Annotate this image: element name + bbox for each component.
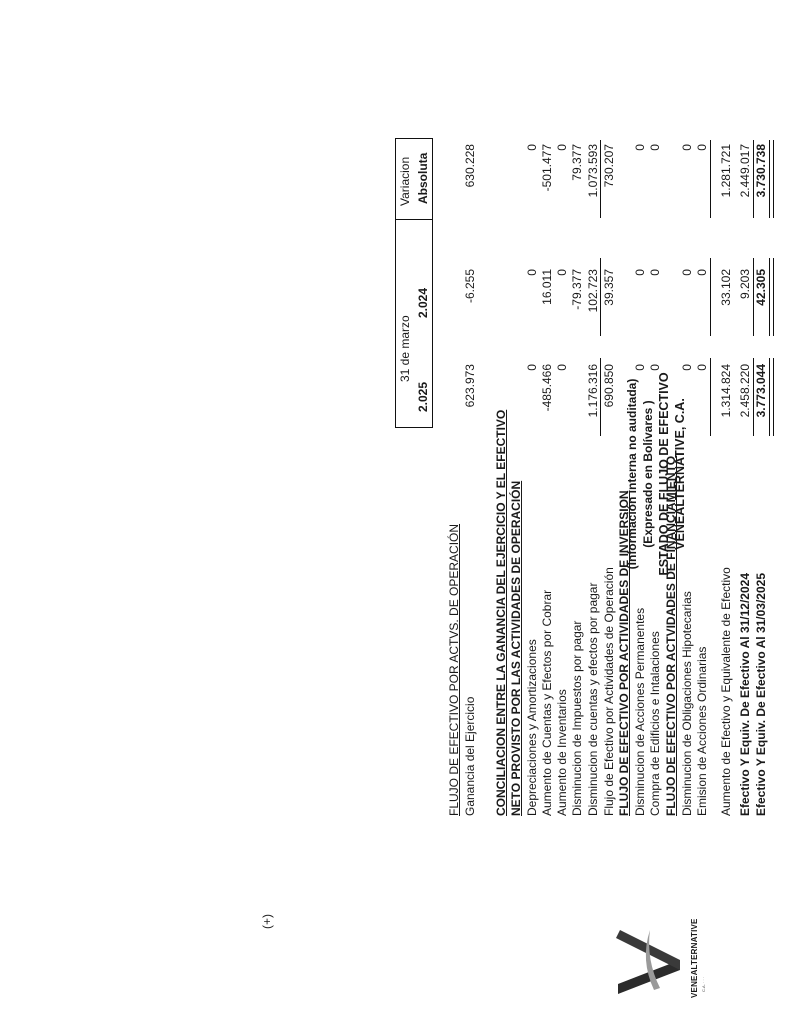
financing-row-2025: 0 bbox=[695, 364, 709, 371]
closing-cash-2024: 42.305 bbox=[754, 269, 768, 306]
period-header: 31 de marzo bbox=[398, 315, 412, 382]
opening-cash-var: 2.449.017 bbox=[738, 144, 752, 198]
financing-row-var: 0 bbox=[680, 144, 694, 151]
financing-title: FLUJO DE EFECTIVO POR ACTVIDADES DE FINANCIAMIENTO bbox=[664, 455, 678, 816]
investing-row-2025: 0 bbox=[633, 364, 647, 371]
opening-cash-label: Efectivo Y Equiv. De Efectivo Al 31/12/2024 bbox=[738, 572, 752, 816]
net-income-2025: 623.973 bbox=[463, 364, 477, 408]
investing-row-label: Disminucion de Acciones Permanentes bbox=[633, 607, 647, 816]
investing-row-label: Compra de Edificios e Intalaciones bbox=[648, 631, 662, 816]
recon-row-2025: 0 bbox=[555, 364, 569, 371]
investing-title: FLUJO DE EFECTIVO POR ACTIVIDADES DE INVERSION bbox=[617, 490, 631, 816]
logo-mark-icon bbox=[610, 926, 690, 1000]
investing-row-2024: 0 bbox=[633, 269, 647, 276]
net-income-2024: -6.255 bbox=[463, 269, 477, 304]
cash-increase-var: 1.281.721 bbox=[719, 144, 733, 198]
recon-subtotal-var: 730.207 bbox=[602, 144, 616, 188]
investing-row-var: 0 bbox=[633, 144, 647, 151]
recon-row-2025: 1.176.316 bbox=[586, 364, 600, 418]
reconciliation-title-2: NETO PROVISTO POR LAS ACTIVIDADES DE OPERACIÓN bbox=[509, 480, 523, 816]
recon-row-var: -501.477 bbox=[540, 144, 554, 192]
recon-subtotal-2025: 690.850 bbox=[602, 364, 616, 408]
logo-wordmark: VENEALTERNATIVE bbox=[690, 918, 699, 998]
company-logo bbox=[610, 918, 730, 1000]
opening-cash-2024: 9.203 bbox=[738, 269, 752, 300]
recon-row-var: 1.073.593 bbox=[586, 144, 600, 198]
recon-subtotal-2024: 39.357 bbox=[602, 269, 616, 306]
financing-row-label: Disminucion de Obligaciones Hipotecarias bbox=[680, 591, 694, 816]
recon-row-2024: -79.377 bbox=[570, 269, 584, 310]
company-name: VENEALTERNATIVE, C.A. bbox=[673, 398, 687, 550]
operations-title: FLUJO DE EFECTIVO POR ACTVS. DE OPERACIÓN bbox=[447, 523, 461, 816]
logo-tagline: C.A. · · · bbox=[701, 976, 706, 992]
variation-header-line2: Absoluta bbox=[416, 152, 430, 204]
recon-row-var: 0 bbox=[525, 144, 539, 151]
recon-row-2025: 0 bbox=[525, 364, 539, 371]
cash-increase-2025: 1.314.824 bbox=[719, 364, 733, 418]
closing-cash-var: 3.730.738 bbox=[754, 144, 768, 198]
recon-row-2025: -485.466 bbox=[540, 364, 554, 412]
closing-cash-label: Efectivo Y Equiv. De Efectivo Al 31/03/2025 bbox=[754, 572, 768, 816]
financing-row-var: 0 bbox=[695, 144, 709, 151]
financing-row-2025: 0 bbox=[680, 364, 694, 371]
report-title: ESTADO DE FLUJO DE EFECTIVO bbox=[657, 372, 671, 576]
investing-row-2025: 0 bbox=[648, 364, 662, 371]
investing-row-2024: 0 bbox=[648, 269, 662, 276]
recon-row-label: Depreciaciones y Amortizaciones bbox=[525, 639, 539, 816]
currency-note: (Expresado en Bolívares ) bbox=[641, 400, 655, 548]
audit-note: (Información interna no auditada) bbox=[625, 378, 639, 570]
recon-row-var: 0 bbox=[555, 144, 569, 151]
cash-increase-label: Aumento de Efectivo y Equivalente de Efectivo bbox=[719, 567, 733, 816]
recon-row-2024: 0 bbox=[555, 269, 569, 276]
investing-row-var: 0 bbox=[648, 144, 662, 151]
financing-row-2024: 0 bbox=[695, 269, 709, 276]
variation-header-line1: Variacion bbox=[398, 156, 412, 206]
year-2024-header: 2.024 bbox=[416, 287, 430, 318]
financing-row-2024: 0 bbox=[680, 269, 694, 276]
recon-row-var: 79.377 bbox=[570, 144, 584, 181]
recon-row-label: Disminucion de Impuestos por pagar bbox=[570, 620, 584, 816]
recon-row-label: Aumento de Inventarios bbox=[555, 689, 569, 816]
opening-cash-2025: 2.458.220 bbox=[738, 364, 752, 418]
cash-increase-2024: 33.102 bbox=[719, 269, 733, 306]
recon-row-2024: 102.723 bbox=[586, 269, 600, 313]
reconciliation-title-1: CONCILIACION ENTRE LA GANANCIA DEL EJERCICIO Y EL EFECTIVO bbox=[494, 409, 508, 816]
recon-row-2024: 0 bbox=[525, 269, 539, 276]
closing-cash-2025: 3.773.044 bbox=[754, 364, 768, 418]
year-2025-header: 2.025 bbox=[416, 381, 430, 412]
financing-row-label: Emision de Acciones Ordinarias bbox=[695, 646, 709, 816]
recon-subtotal-label: Flujo de Efectivo por Actividades de Operación bbox=[602, 567, 616, 816]
sign-marker: (+) bbox=[260, 914, 274, 929]
recon-row-2024: 16.011 bbox=[540, 269, 554, 305]
net-income-var: 630.228 bbox=[463, 144, 477, 188]
net-income-label: Ganancia del Ejercicio bbox=[463, 696, 477, 816]
recon-row-label: Aumento de Cuentas y Efectos por Cobrar bbox=[540, 589, 554, 816]
recon-row-label: Disminucion de cuentas y efectos por pagar bbox=[586, 582, 600, 816]
